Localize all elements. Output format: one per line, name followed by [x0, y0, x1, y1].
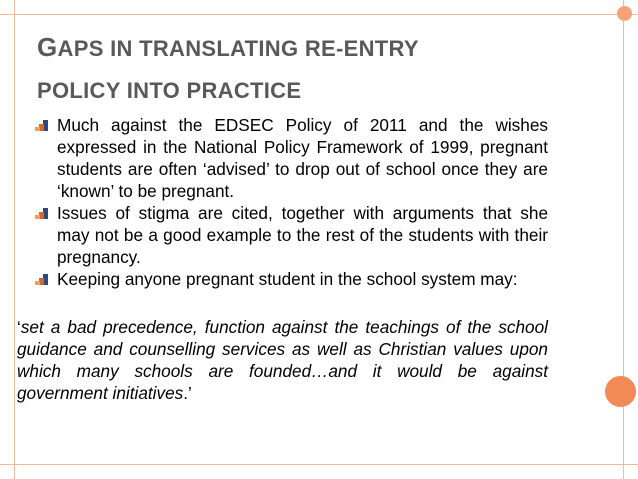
- bullet-item: [40, 268, 548, 290]
- frame-line-right: [623, 0, 624, 479]
- quote-close-mark: .’: [183, 383, 192, 403]
- bullet-item: [40, 202, 548, 268]
- stair-step-bullet-icon: [34, 120, 50, 131]
- bullet-text: Issues of stigma are cited, together with arguments that she may not be a good example to the rest of the students with their pregnancy.: [57, 203, 548, 267]
- bullet-list: [40, 114, 548, 290]
- bullet-text: Keeping anyone pregnant student in the school system may:: [57, 269, 518, 289]
- title-initial: G: [37, 32, 58, 62]
- decorative-circle-top: [617, 6, 632, 21]
- bullet-item: [40, 114, 548, 202]
- title-line-1-rest: APS IN TRANSLATING RE-ENTRY: [57, 36, 419, 61]
- frame-line-top: [0, 14, 638, 15]
- frame-line-left: [14, 0, 15, 479]
- slide-title: [37, 26, 597, 112]
- quote-text: set a bad precedence, function against the teachings of the school guidance and counselling services as well as Christian values upon which many schools are founded…and it would be against government initiatives: [17, 317, 548, 403]
- decorative-circle-bottom: [605, 376, 636, 407]
- title-line-1: [37, 26, 597, 70]
- title-line-2: POLICY INTO PRACTICE: [37, 78, 302, 103]
- frame-line-bottom: [0, 464, 638, 465]
- stair-step-bullet-icon: [34, 274, 50, 285]
- bullet-text: Much against the EDSEC Policy of 2011 and the wishes expressed in the National Policy Framework of 1999, pregnant students are often ‘advised’ to drop out of school once they are ‘known’ to be pregnant.: [57, 115, 548, 201]
- stair-step-bullet-icon: [34, 208, 50, 219]
- policy-quote: [17, 316, 548, 404]
- quote-open-mark: ‘: [17, 317, 21, 337]
